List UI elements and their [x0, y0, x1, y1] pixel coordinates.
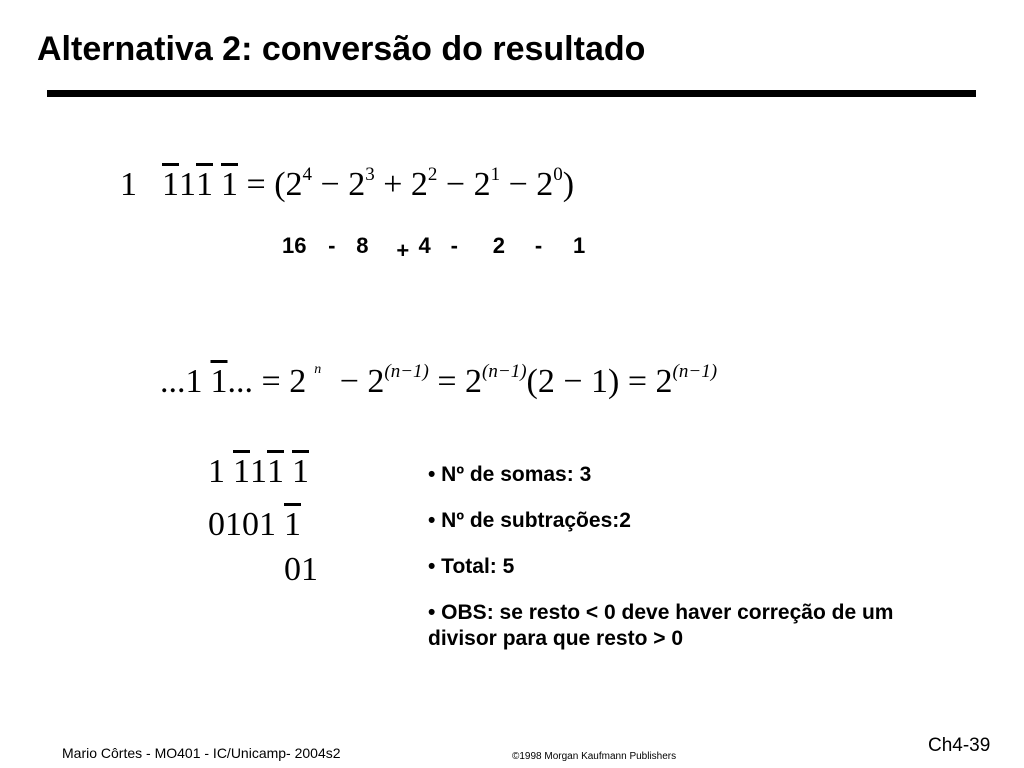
- eq1-term-2-exp: 3: [365, 164, 375, 185]
- bullet-list: [428, 462, 928, 672]
- eq1-close-paren: ): [562, 166, 575, 203]
- eq1-term-2-base: 2: [348, 166, 366, 203]
- value-16: 16: [282, 233, 307, 258]
- eq1-term-4-base: 2: [473, 166, 491, 203]
- eq2-exp-4: (n−1): [672, 361, 718, 382]
- stack-r2-d1: 0: [208, 506, 225, 543]
- page-number: Ch4-39: [928, 735, 991, 756]
- eq1-open-paren: (: [274, 166, 286, 203]
- value-8: 8: [356, 233, 369, 258]
- eq1-term-1-exp: 4: [302, 164, 313, 185]
- stack-r2-d3: 0: [242, 506, 259, 543]
- eq1-digit-3: 1: [179, 166, 196, 203]
- value-1: 1: [573, 233, 586, 258]
- bullet-obs: • OBS: se resto < 0 deve haver correção de um divisor para que resto > 0: [428, 601, 894, 650]
- eq2-base-3: 2: [465, 363, 483, 400]
- eq1-digit-5: 1: [221, 166, 238, 203]
- eq2-base-2: 2: [367, 363, 385, 400]
- eq2-digit-1: 1: [185, 363, 203, 400]
- stack-r1-d2: 1: [233, 453, 250, 490]
- bullet-subtracoes: • Nº de subtrações:2: [428, 509, 631, 532]
- bullet-total: • Total: 5: [428, 555, 515, 578]
- stack-r3-d1: 0: [284, 551, 301, 588]
- eq2-prefix: ...: [160, 363, 186, 400]
- eq1-digit-4: 1: [196, 166, 213, 203]
- value-4: 4: [418, 233, 431, 258]
- eq1-digit-1: 1: [120, 166, 137, 203]
- stack-r2-d4: 1: [259, 506, 276, 543]
- stack-r1-d5: 1: [292, 453, 309, 490]
- slide-title: Alternativa 2: conversão do resultado: [37, 30, 646, 68]
- stack-row-3: [284, 550, 318, 590]
- eq1-term-1-base: 2: [285, 166, 303, 203]
- eq2-equals-1: =: [261, 363, 281, 400]
- eq1-term-3-base: 2: [410, 166, 428, 203]
- stack-row-2: [208, 505, 301, 545]
- value-sign-1: -: [328, 233, 336, 258]
- eq2-exp-2: (n−1): [384, 361, 429, 382]
- value-sign-3: -: [450, 233, 458, 258]
- value-2: 2: [492, 233, 505, 258]
- values-row: [282, 233, 586, 263]
- eq2-digit-2: 1: [210, 363, 228, 400]
- eq2-equals-2: =: [437, 363, 457, 400]
- eq2-base-1: 2: [289, 363, 307, 400]
- eq1-term-3-sign: +: [383, 166, 403, 203]
- stack-r1-d3: 1: [250, 453, 267, 490]
- equation-2: [160, 362, 717, 402]
- eq1-term-3-exp: 2: [427, 164, 438, 185]
- eq1-term-2-sign: −: [320, 166, 340, 203]
- eq2-base-4: 2: [655, 363, 673, 400]
- stack-r3-d2: 1: [301, 551, 318, 588]
- stack-r2-d5: 1: [284, 506, 301, 543]
- eq1-term-5-sign: −: [508, 166, 528, 203]
- eq2-minus: −: [339, 363, 359, 400]
- stack-r1-d1: 1: [208, 453, 225, 490]
- footer-copyright: ©1998 Morgan Kaufmann Publishers: [512, 751, 677, 762]
- stack-row-1: [208, 452, 309, 492]
- eq1-term-5-base: 2: [536, 166, 554, 203]
- value-sign-2: +: [396, 238, 410, 263]
- title-underline: [47, 90, 976, 97]
- footer-author: Mario Côrtes - MO401 - IC/Unicamp- 2004s2: [62, 745, 341, 761]
- stack-r1-d4: 1: [267, 453, 284, 490]
- eq2-exp-n: n: [314, 362, 322, 377]
- eq1-term-5-exp: 0: [553, 164, 563, 185]
- eq1-term-4-exp: 1: [490, 164, 501, 185]
- equation-1: [120, 165, 574, 205]
- stack-r2-d2: 1: [225, 506, 242, 543]
- eq1-digit-2: 1: [162, 166, 179, 203]
- eq1-equals: =: [246, 166, 266, 203]
- eq2-equals-3: =: [627, 363, 648, 400]
- eq1-term-4-sign: −: [445, 166, 466, 203]
- value-sign-4: -: [534, 233, 543, 258]
- eq2-exp-3: (n−1): [482, 361, 527, 382]
- eq2-factor: (2 − 1): [526, 363, 620, 400]
- eq2-suffix: ...: [227, 363, 253, 400]
- bullet-somas: • Nº de somas: 3: [428, 463, 592, 486]
